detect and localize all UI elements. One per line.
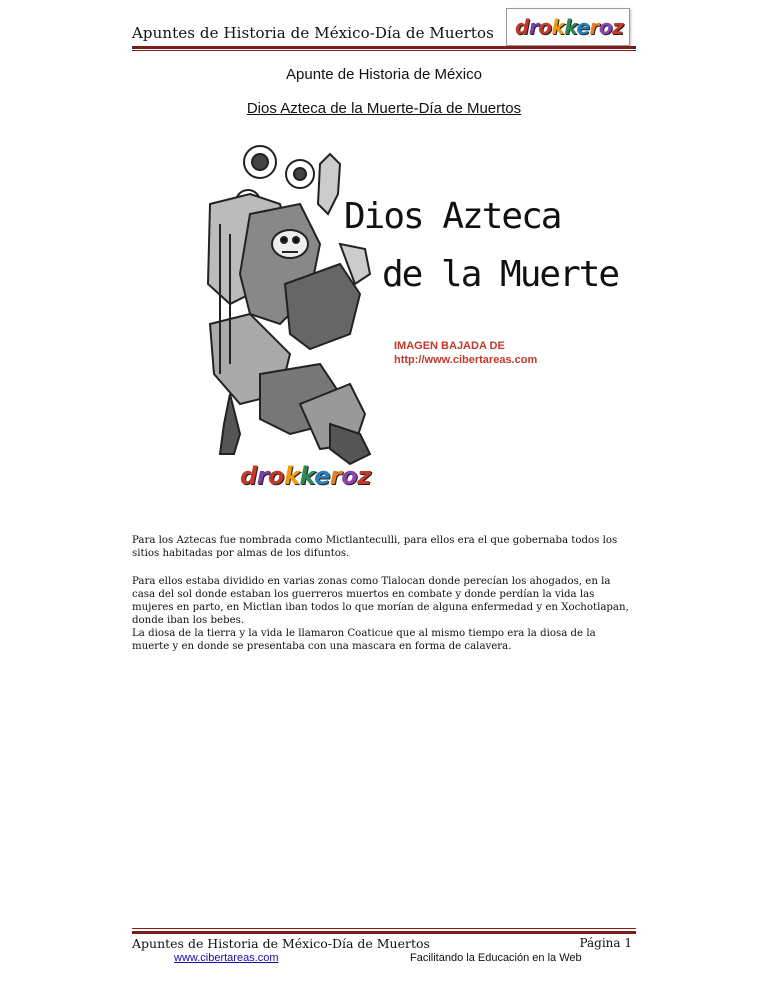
footer-title: Apuntes de Historia de México-Día de Muertos xyxy=(132,936,430,951)
paragraph-coaticue: La diosa de la tierra y la vida le llamaron Coaticue que al mismo tiempo era la diosa de la muerte y en donde se presentaba con una mascara en forma de calavera. xyxy=(132,628,596,653)
logo-letter: e xyxy=(576,15,590,39)
header-logo xyxy=(506,8,630,46)
document-title: Apunte de Historia de México xyxy=(286,66,482,83)
aztec-deity-illustration-icon xyxy=(190,134,580,504)
logo-letter: o xyxy=(268,462,285,490)
logo-letter: z xyxy=(612,15,624,39)
logo-letter: k xyxy=(284,462,300,490)
footer-website-link[interactable]: www.cibertareas.com xyxy=(174,952,279,964)
header-rule-thick xyxy=(132,46,636,49)
logo-letter: e xyxy=(314,462,330,490)
logo-letter: r xyxy=(256,462,269,490)
logo-letter: d xyxy=(240,462,257,490)
brand-logo-text xyxy=(515,15,623,39)
document-subtitle: Dios Azteca de la Muerte-Día de Muertos xyxy=(246,100,522,117)
logo-letter: k xyxy=(551,15,565,39)
image-credit-url: http://www.cibertareas.com xyxy=(394,354,538,366)
logo-letter: o xyxy=(341,462,358,490)
page-number: Página 1 xyxy=(579,936,632,950)
paragraph-zonas: Para ellos estaba dividido en varias zonas como Tlalocan donde perecían los ahogados, en la casa del sol donde estaban los guerreros muertos en combate y donde perdían la vida las mujeres en parto, en Mictlan iban todos lo que morían de alguna enfermedad y en Xochotlapan, donde iban los bebes. xyxy=(132,576,629,627)
figure-title-line-1: Dios Azteca xyxy=(344,196,561,237)
header-title: Apuntes de Historia de México-Día de Muertos xyxy=(132,24,494,42)
logo-letter: d xyxy=(515,15,529,39)
logo-letter: k xyxy=(564,15,577,39)
logo-letter: r xyxy=(589,15,599,39)
logo-letter: o xyxy=(598,15,613,39)
footer-rule-thick xyxy=(132,931,636,934)
logo-letter: r xyxy=(329,462,342,490)
figure-title-line-2: de la Muerte xyxy=(382,254,619,295)
logo-letter: k xyxy=(299,462,315,490)
logo-letter: z xyxy=(357,462,371,490)
header-rule-thin xyxy=(132,50,636,51)
image-credit-label: IMAGEN BAJADA DE xyxy=(394,340,505,352)
footer-rule-thin xyxy=(132,928,636,929)
paragraph-mictlanteculli: Para los Aztecas fue nombrada como Mictlanteculli, para ellos era el que gobernaba todos los sitios habitadas por almas de los difuntos. xyxy=(132,535,618,560)
logo-letter: r xyxy=(528,15,539,39)
logo-letter: o xyxy=(538,15,552,39)
figure-brand-logo xyxy=(240,462,371,490)
footer-tagline: Facilitando la Educación en la Web xyxy=(410,952,582,964)
